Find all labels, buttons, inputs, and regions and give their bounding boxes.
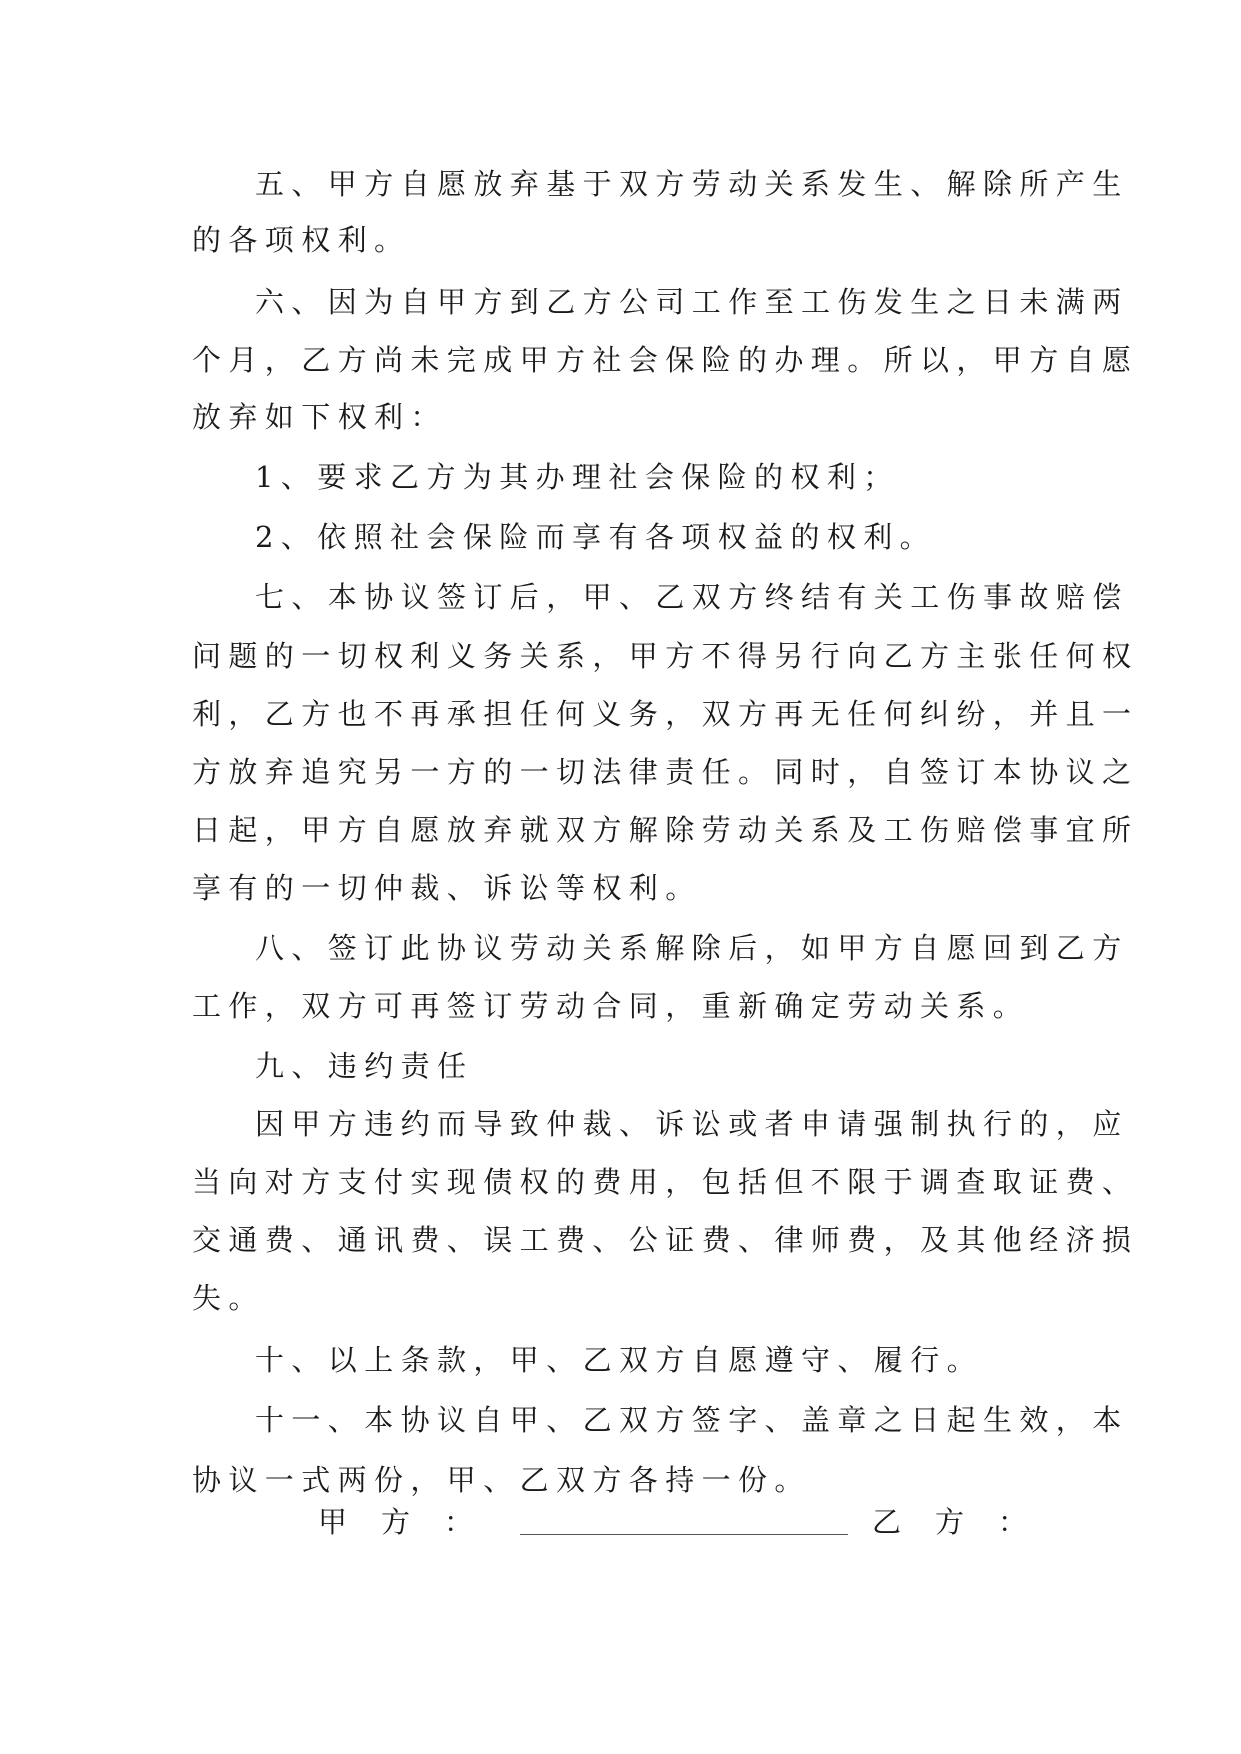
document-line: 日起，甲方自愿放弃就双方解除劳动关系及工伤赔偿事宜所 (192, 813, 1139, 847)
document-line: 八、签订此协议劳动关系解除后，如甲方自愿回到乙方 (255, 931, 1129, 965)
party-a-signature-line (520, 1534, 848, 1535)
document-line: 利，乙方也不再承担任何义务，双方再无任何纠纷，并且一 (192, 697, 1139, 731)
document-line: 个月，乙方尚未完成甲方社会保险的办理。所以，甲方自愿 (192, 343, 1139, 377)
document-line: 因甲方违约而导致仲裁、诉讼或者申请强制执行的，应 (255, 1107, 1129, 1141)
document-line: 协议一式两份，甲、乙双方各持一份。 (192, 1463, 811, 1497)
document-line: 工作，双方可再签订劳动合同，重新确定劳动关系。 (192, 989, 1030, 1023)
document-line: 失。 (192, 1281, 265, 1315)
document-line: 方放弃追究另一方的一切法律责任。同时，自签订本协议之 (192, 755, 1139, 789)
document-line: 的各项权利。 (192, 223, 411, 257)
document-line: 1、要求乙方为其办理社会保险的权利； (255, 460, 900, 494)
document-line: 七、本协议签订后，甲、乙双方终结有关工伤事故赔偿 (255, 580, 1129, 614)
party-a-label: 甲方： (318, 1505, 508, 1539)
party-b-label: 乙方： (872, 1505, 1062, 1539)
document-line: 享有的一切仲裁、诉讼等权利。 (192, 871, 702, 905)
document-line: 问题的一切权利义务关系，甲方不得另行向乙方主张任何权 (192, 639, 1139, 673)
document-line: 十、以上条款，甲、乙双方自愿遵守、履行。 (255, 1343, 984, 1377)
document-line: 九、违约责任 (255, 1049, 474, 1083)
document-line: 当向对方支付实现债权的费用，包括但不限于调查取证费、 (192, 1165, 1139, 1199)
document-line: 2、依照社会保险而享有各项权益的权利。 (255, 520, 937, 554)
document-line: 交通费、通讯费、误工费、公证费、律师费，及其他经济损 (192, 1223, 1139, 1257)
document-line: 五、甲方自愿放弃基于双方劳动关系发生、解除所产生 (255, 167, 1129, 201)
document-line: 十一、本协议自甲、乙双方签字、盖章之日起生效，本 (255, 1403, 1129, 1437)
signature-row (0, 1502, 1241, 1546)
document-line: 放弃如下权利： (192, 400, 447, 434)
document-line: 六、因为自甲方到乙方公司工作至工伤发生之日未满两 (255, 285, 1129, 319)
